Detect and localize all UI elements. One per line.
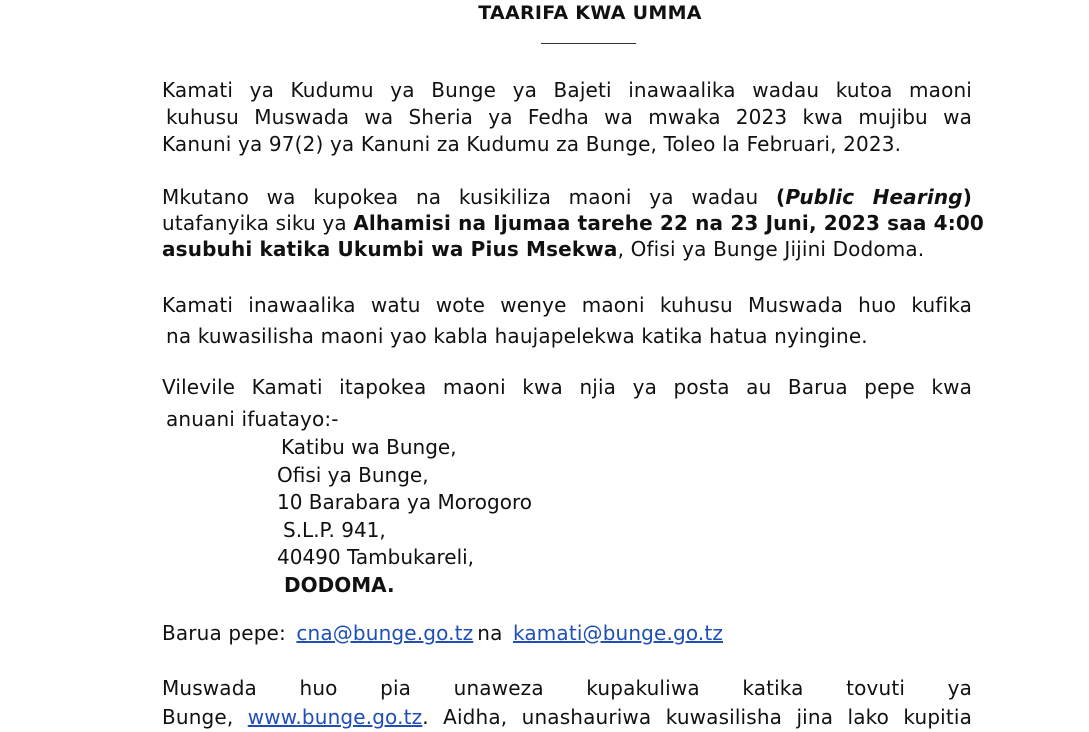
hearing-venue: asubuhi katika Ukumbi wa Pius Msekwa [162, 237, 618, 261]
paragraph-line [162, 210, 984, 236]
paragraph-download [162, 674, 972, 732]
paragraph-line [162, 703, 972, 732]
paragraph-line: anuani ifuatayo:- [166, 407, 339, 431]
postal-address [277, 434, 532, 599]
address-line: S.L.P. 941, [283, 517, 386, 542]
paragraph-attendance [162, 290, 972, 352]
hearing-paren-open: ( [776, 185, 786, 209]
public-hearing-label: Public Hearing [785, 185, 963, 209]
paragraph-line [162, 236, 972, 262]
paragraph-invitation [162, 77, 972, 158]
paragraph-line: na kuwasilisha maoni yao kabla haujapelekwa katika hatua nyingine. [166, 324, 868, 348]
hearing-paren-close: ) [962, 185, 972, 209]
email-label: Barua pepe: [162, 621, 286, 645]
email-connector: na [477, 621, 503, 645]
paragraph-line [162, 620, 972, 647]
document-title: TAARIFA KWA UMMA [478, 2, 702, 24]
paragraph-line: Kanuni ya 97(2) ya Kanuni za Kudumu za Bunge, Toleo la Februari, 2023. [162, 132, 902, 156]
hearing-schedule-prefix: utafanyika siku ya [162, 211, 354, 235]
email-link-kamati[interactable]: kamati@bunge.go.tz [513, 621, 724, 645]
address-city: DODOMA. [284, 572, 395, 597]
hearing-venue-suffix: , Ofisi ya Bunge Jijini Dodoma. [617, 237, 925, 261]
paragraph-line: Kamati ya Kudumu ya Bunge ya Bajeti inawaalika wadau kutoa maoni [162, 78, 972, 102]
hearing-intro-text: Mkutano wa kupokea na kusikiliza maoni ya wadau [162, 185, 777, 209]
title-underline [541, 43, 636, 44]
email-contacts [162, 620, 972, 647]
paragraph-public-hearing [162, 184, 984, 262]
website-link[interactable]: www.bunge.go.tz [247, 705, 423, 729]
email-link-cna[interactable]: cna@bunge.go.tz [296, 621, 474, 645]
paragraph-submission [162, 371, 972, 435]
website-suffix: . Aidha, unashauriwa kuwasilisha jina lako kupitia [422, 705, 972, 729]
paragraph-line: kuhusu Muswada wa Sheria ya Fedha wa mwaka 2023 kwa mujibu wa [166, 105, 972, 129]
hearing-date-time: Alhamisi na Ijumaa tarehe 22 na 23 Juni, 2023 saa 4:00 [353, 211, 984, 235]
paragraph-line: Muswada huo pia unaweza kupakuliwa katika tovuti ya [162, 676, 972, 700]
address-line: Ofisi ya Bunge, [277, 462, 429, 487]
address-line: 10 Barabara ya Morogoro [277, 490, 532, 514]
paragraph-line: Vilevile Kamati itapokea maoni kwa njia ya posta au Barua pepe kwa [162, 375, 972, 399]
address-line: 40490 Tambukareli, [277, 545, 475, 569]
address-line: Katibu wa Bunge, [281, 435, 457, 459]
website-prefix: Bunge, [162, 705, 248, 729]
paragraph-line: Kamati inawaalika watu wote wenye maoni kuhusu Muswada huo kufika [162, 293, 972, 317]
paragraph-line [162, 184, 972, 210]
